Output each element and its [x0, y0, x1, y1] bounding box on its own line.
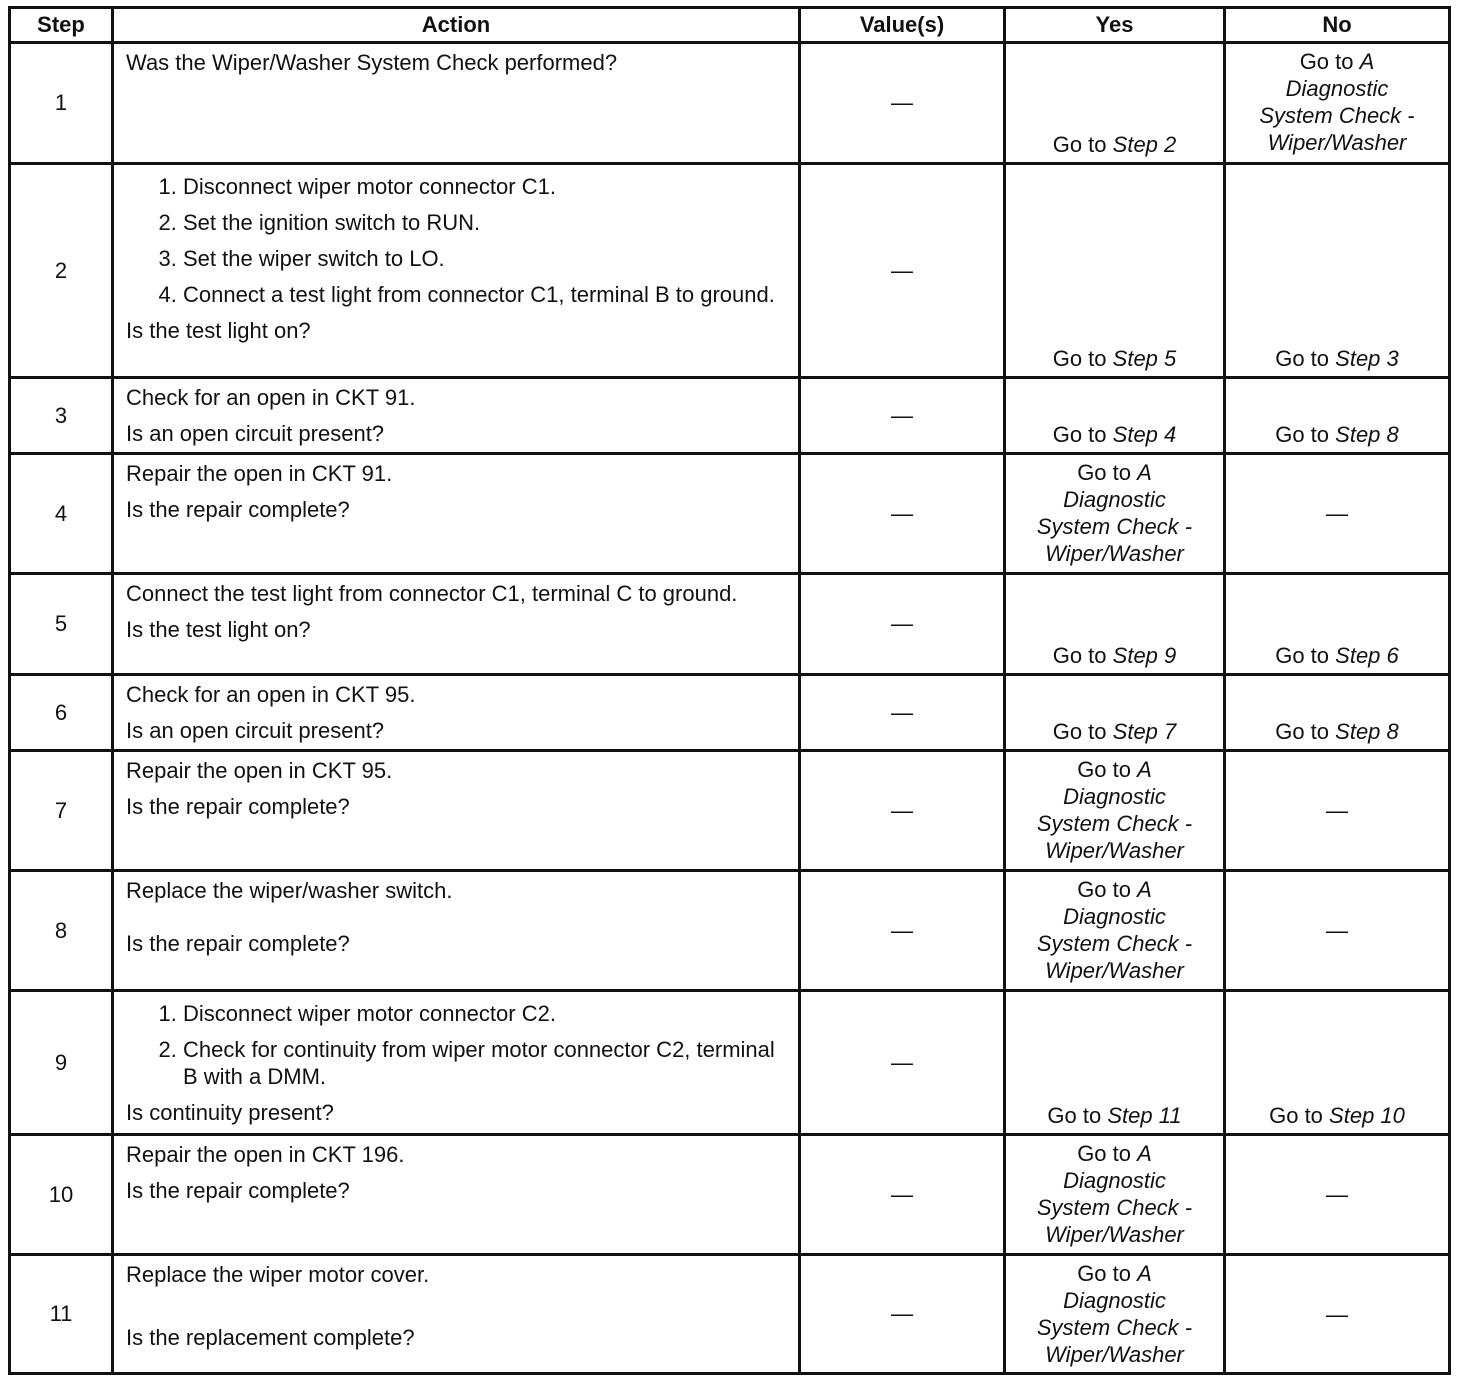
- yes-cell: [1005, 991, 1225, 1135]
- table-row: [10, 991, 1450, 1135]
- action-question: Is the replacement complete?: [126, 1325, 415, 1350]
- diagnostic-table: [8, 6, 1451, 1375]
- goto-target: Step 2: [1112, 132, 1177, 157]
- action-cell: [113, 1135, 800, 1255]
- no-cell: [1225, 751, 1450, 871]
- action-cell: [113, 43, 800, 164]
- action-cell: [113, 378, 800, 454]
- value-cell: —: [800, 991, 1005, 1135]
- goto-target: A: [1137, 757, 1152, 782]
- goto-target: Step 5: [1112, 346, 1177, 371]
- goto-target: Step 9: [1112, 643, 1177, 668]
- yes-cell: [1005, 1135, 1225, 1255]
- yes-cell: [1005, 164, 1225, 378]
- goto-target: Wiper/Washer: [1045, 958, 1184, 983]
- step-number: 8: [10, 871, 113, 991]
- goto-target: System Check -: [1036, 1315, 1193, 1340]
- action-steps-list: [126, 173, 788, 308]
- goto-target: Step 6: [1335, 643, 1399, 668]
- goto-target: Diagnostic: [1063, 1168, 1166, 1193]
- goto-lead: Go to: [1269, 1103, 1323, 1128]
- goto-target: Wiper/Washer: [1045, 838, 1184, 863]
- action-text: Connect the test light from connector C1, terminal C to ground.: [126, 581, 738, 606]
- goto-target: Step 8: [1335, 719, 1399, 744]
- action-text: Was the Wiper/Washer System Check performed?: [126, 50, 618, 75]
- goto-lead: Go to: [1275, 422, 1330, 447]
- goto-line: [1232, 642, 1442, 669]
- goto-target: Diagnostic: [1063, 904, 1166, 929]
- step-number: 9: [10, 991, 113, 1135]
- dash-value: —: [1326, 501, 1348, 526]
- value-cell: —: [800, 871, 1005, 991]
- yes-cell: [1005, 454, 1225, 574]
- table-row: [10, 378, 1450, 454]
- value-cell: —: [800, 751, 1005, 871]
- goto-target: Step 7: [1112, 719, 1177, 744]
- goto-target: Wiper/Washer: [1267, 130, 1407, 155]
- table-row: [10, 1135, 1450, 1255]
- value-cell: —: [800, 574, 1005, 675]
- yes-cell: [1005, 871, 1225, 991]
- step-number: 5: [10, 574, 113, 675]
- goto-target: A: [1137, 877, 1152, 902]
- goto-lead: Go to: [1052, 719, 1107, 744]
- table-row: [10, 164, 1450, 378]
- yes-cell: [1005, 1255, 1225, 1374]
- goto-lead: Go to: [1047, 1103, 1102, 1128]
- goto-line: [1232, 421, 1442, 448]
- goto-target: Diagnostic: [1063, 784, 1166, 809]
- goto-line: [1012, 642, 1217, 669]
- goto-line: [1012, 345, 1217, 372]
- dash-value: —: [1326, 798, 1348, 823]
- goto-line: [1012, 1102, 1217, 1129]
- goto-line: [1232, 1102, 1442, 1129]
- no-cell: [1225, 454, 1450, 574]
- goto-lead: Go to: [1275, 346, 1330, 371]
- table-body: [10, 43, 1450, 1374]
- table-row: [10, 574, 1450, 675]
- step-number: 11: [10, 1255, 113, 1374]
- action-question: Is the repair complete?: [126, 497, 350, 522]
- header-values: Value(s): [800, 8, 1005, 43]
- action-step-item: 2. Set the ignition switch to RUN.: [183, 209, 788, 236]
- step-number: 7: [10, 751, 113, 871]
- no-cell: [1225, 378, 1450, 454]
- action-question: Is the repair complete?: [126, 1178, 350, 1203]
- goto-target: Diagnostic: [1063, 487, 1166, 512]
- action-steps-list: [126, 1000, 788, 1090]
- goto-target: System Check -: [1036, 1195, 1193, 1220]
- action-cell: [113, 574, 800, 675]
- goto-target: A: [1137, 460, 1152, 485]
- goto-lead: Go to: [1052, 422, 1107, 447]
- no-cell: [1225, 1255, 1450, 1374]
- header-no: No: [1225, 8, 1450, 43]
- goto-lead: Go to: [1077, 757, 1131, 782]
- action-cell: [113, 871, 800, 991]
- header-yes: Yes: [1005, 8, 1225, 43]
- goto-line: [1232, 48, 1442, 75]
- value-cell: —: [800, 43, 1005, 164]
- goto-target: Step 4: [1112, 422, 1177, 447]
- goto-target: Wiper/Washer: [1045, 1222, 1184, 1247]
- action-text: Repair the open in CKT 196.: [126, 1142, 405, 1167]
- action-step-item: 3. Set the wiper switch to LO.: [183, 245, 788, 272]
- step-number: 3: [10, 378, 113, 454]
- no-cell: [1225, 574, 1450, 675]
- goto-target: Wiper/Washer: [1045, 541, 1184, 566]
- goto-target: System Check -: [1259, 103, 1415, 128]
- step-number: 10: [10, 1135, 113, 1255]
- goto-target: A: [1137, 1141, 1152, 1166]
- action-question: Is the test light on?: [126, 318, 311, 343]
- no-cell: [1225, 1135, 1450, 1255]
- action-step-item: 1. Disconnect wiper motor connector C2.: [183, 1000, 788, 1027]
- no-cell: [1225, 164, 1450, 378]
- goto-target: Wiper/Washer: [1045, 1342, 1184, 1367]
- goto-lead: Go to: [1077, 1141, 1131, 1166]
- goto-line: [1012, 421, 1217, 448]
- goto-target: A: [1359, 49, 1375, 74]
- action-cell: [113, 454, 800, 574]
- action-cell: [113, 751, 800, 871]
- value-cell: —: [800, 454, 1005, 574]
- action-question: Is the repair complete?: [126, 794, 350, 819]
- action-question: Is an open circuit present?: [126, 421, 385, 446]
- goto-target: System Check -: [1036, 931, 1193, 956]
- goto-target: A: [1137, 1261, 1152, 1286]
- action-question: Is the repair complete?: [126, 931, 350, 956]
- no-cell: [1225, 43, 1450, 164]
- goto-lead: Go to: [1299, 49, 1354, 74]
- value-cell: —: [800, 675, 1005, 751]
- header-step: Step: [10, 8, 113, 43]
- value-cell: —: [800, 164, 1005, 378]
- action-cell: [113, 991, 800, 1135]
- action-text: Replace the wiper motor cover.: [126, 1262, 430, 1287]
- goto-lead: Go to: [1077, 877, 1131, 902]
- goto-line: [1232, 345, 1442, 372]
- goto-target: Diagnostic: [1063, 1288, 1166, 1313]
- yes-cell: [1005, 751, 1225, 871]
- goto-target: Step 11: [1107, 1103, 1182, 1128]
- goto-line: [1012, 718, 1217, 745]
- action-question: Is the test light on?: [126, 617, 311, 642]
- goto-line: [1012, 459, 1217, 486]
- table-row: [10, 1255, 1450, 1374]
- step-number: 2: [10, 164, 113, 378]
- no-cell: [1225, 871, 1450, 991]
- action-text: Check for an open in CKT 91.: [126, 385, 416, 410]
- goto-line: [1012, 131, 1217, 158]
- goto-lead: Go to: [1077, 1261, 1131, 1286]
- yes-cell: [1005, 675, 1225, 751]
- action-cell: [113, 164, 800, 378]
- goto-lead: Go to: [1052, 643, 1107, 668]
- action-text: Repair the open in CKT 95.: [126, 758, 393, 783]
- table-row: [10, 751, 1450, 871]
- value-cell: —: [800, 378, 1005, 454]
- value-cell: —: [800, 1135, 1005, 1255]
- goto-line: [1232, 718, 1442, 745]
- header-row: [10, 8, 1450, 43]
- action-step-item: 4. Connect a test light from connector C1, terminal B to ground.: [183, 281, 788, 308]
- action-text: Repair the open in CKT 91.: [126, 461, 393, 486]
- dash-value: —: [1326, 918, 1348, 943]
- goto-lead: Go to: [1077, 460, 1131, 485]
- action-cell: [113, 675, 800, 751]
- no-cell: [1225, 991, 1450, 1135]
- goto-lead: Go to: [1275, 643, 1330, 668]
- action-step-item: 1. Disconnect wiper motor connector C1.: [183, 173, 788, 200]
- goto-line: [1012, 756, 1217, 783]
- goto-line: [1012, 1140, 1217, 1167]
- table-row: [10, 871, 1450, 991]
- value-cell: —: [800, 1255, 1005, 1374]
- goto-target: Step 8: [1335, 422, 1399, 447]
- goto-target: Diagnostic: [1285, 76, 1389, 101]
- action-text: Check for an open in CKT 95.: [126, 682, 416, 707]
- table-row: [10, 454, 1450, 574]
- action-cell: [113, 1255, 800, 1374]
- yes-cell: [1005, 43, 1225, 164]
- header-action: Action: [113, 8, 800, 43]
- action-question: Is an open circuit present?: [126, 718, 385, 743]
- goto-lead: Go to: [1052, 346, 1107, 371]
- goto-line: [1012, 876, 1217, 903]
- no-cell: [1225, 675, 1450, 751]
- goto-target: System Check -: [1036, 811, 1193, 836]
- yes-cell: [1005, 574, 1225, 675]
- step-number: 1: [10, 43, 113, 164]
- step-number: 4: [10, 454, 113, 574]
- dash-value: —: [1326, 1301, 1348, 1327]
- goto-line: [1012, 1260, 1217, 1287]
- dash-value: —: [1326, 1182, 1348, 1207]
- goto-target: Step 3: [1335, 346, 1399, 371]
- action-text: Replace the wiper/washer switch.: [126, 878, 453, 903]
- goto-lead: Go to: [1052, 132, 1107, 157]
- action-step-item: 2. Check for continuity from wiper motor connector C2, terminal B with a DMM.: [183, 1036, 788, 1090]
- step-number: 6: [10, 675, 113, 751]
- yes-cell: [1005, 378, 1225, 454]
- table-row: [10, 43, 1450, 164]
- goto-target: System Check -: [1036, 514, 1193, 539]
- table-row: [10, 675, 1450, 751]
- action-question: Is continuity present?: [126, 1100, 334, 1125]
- goto-lead: Go to: [1275, 719, 1330, 744]
- goto-target: Step 10: [1329, 1103, 1405, 1128]
